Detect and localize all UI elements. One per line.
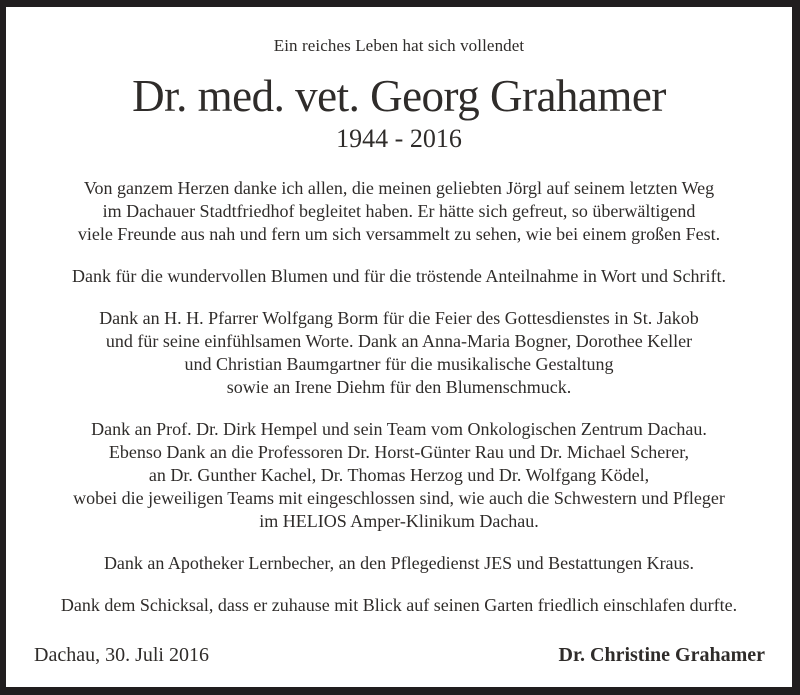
paragraph [6, 552, 792, 575]
paragraph-line: Dank dem Schicksal, dass er zuhause mit Blick auf seinen Garten friedlich einschlafen durfte. [60, 595, 738, 615]
paragraph-line: Von ganzem Herzen danke ich allen, die meinen geliebten Jörgl auf seinem letzten Weg [83, 178, 715, 198]
paragraph [6, 418, 792, 533]
paragraph-line: Ebenso Dank an die Professoren Dr. Horst-Günter Rau und Dr. Michael Scherer, [108, 442, 690, 462]
paragraph-line: im HELIOS Amper-Klinikum Dachau. [259, 511, 539, 531]
paragraph-line: an Dr. Gunther Kachel, Dr. Thomas Herzog und Dr. Wolfgang Ködel, [148, 465, 650, 485]
paragraph-line: Dank an H. H. Pfarrer Wolfgang Borm für die Feier des Gottesdienstes in St. Jakob [99, 308, 699, 328]
paragraph [6, 594, 792, 617]
paragraph-line: sowie an Irene Diehm für den Blumenschmuck. [226, 377, 572, 397]
obituary-frame [6, 7, 792, 687]
paragraph-line: und Christian Baumgartner für die musikalische Gestaltung [184, 354, 614, 374]
epigraph: Ein reiches Leben hat sich vollendet [273, 36, 525, 55]
paragraph-line: wobei die jeweiligen Teams mit eingeschlossen sind, wie auch die Schwestern und Pfleger [73, 488, 725, 508]
signature-name: Dr. Christine Grahamer [558, 644, 765, 666]
paragraph-line: Dank an Apotheker Lernbecher, an den Pflegedienst JES und Bestattungen Kraus. [103, 553, 695, 573]
paragraph-line: Dank an Prof. Dr. Dirk Hempel und sein Team vom Onkologischen Zentrum Dachau. [91, 419, 707, 439]
paragraph-line: im Dachauer Stadtfriedhof begleitet haben. Er hätte sich gefreut, so überwältigend [102, 201, 696, 221]
place-dateline: Dachau, 30. Juli 2016 [34, 644, 209, 666]
paragraph-line: Dank für die wundervollen Blumen und für die tröstende Anteilnahme in Wort und Schrift. [71, 266, 727, 286]
paragraph-line: und für seine einfühlsamen Worte. Dank an Anna-Maria Bogner, Dorothee Keller [105, 331, 693, 351]
life-years: 1944 - 2016 [336, 124, 462, 153]
footer-row [34, 643, 765, 667]
paragraph [6, 307, 792, 399]
deceased-name: Dr. med. vet. Georg Grahamer [132, 71, 666, 121]
thanks-paragraphs [6, 177, 792, 617]
paragraph [6, 265, 792, 288]
paragraph [6, 177, 792, 246]
paragraph-line: viele Freunde aus nah und fern um sich versammelt zu sehen, wie bei einem großen Fest. [77, 224, 721, 244]
